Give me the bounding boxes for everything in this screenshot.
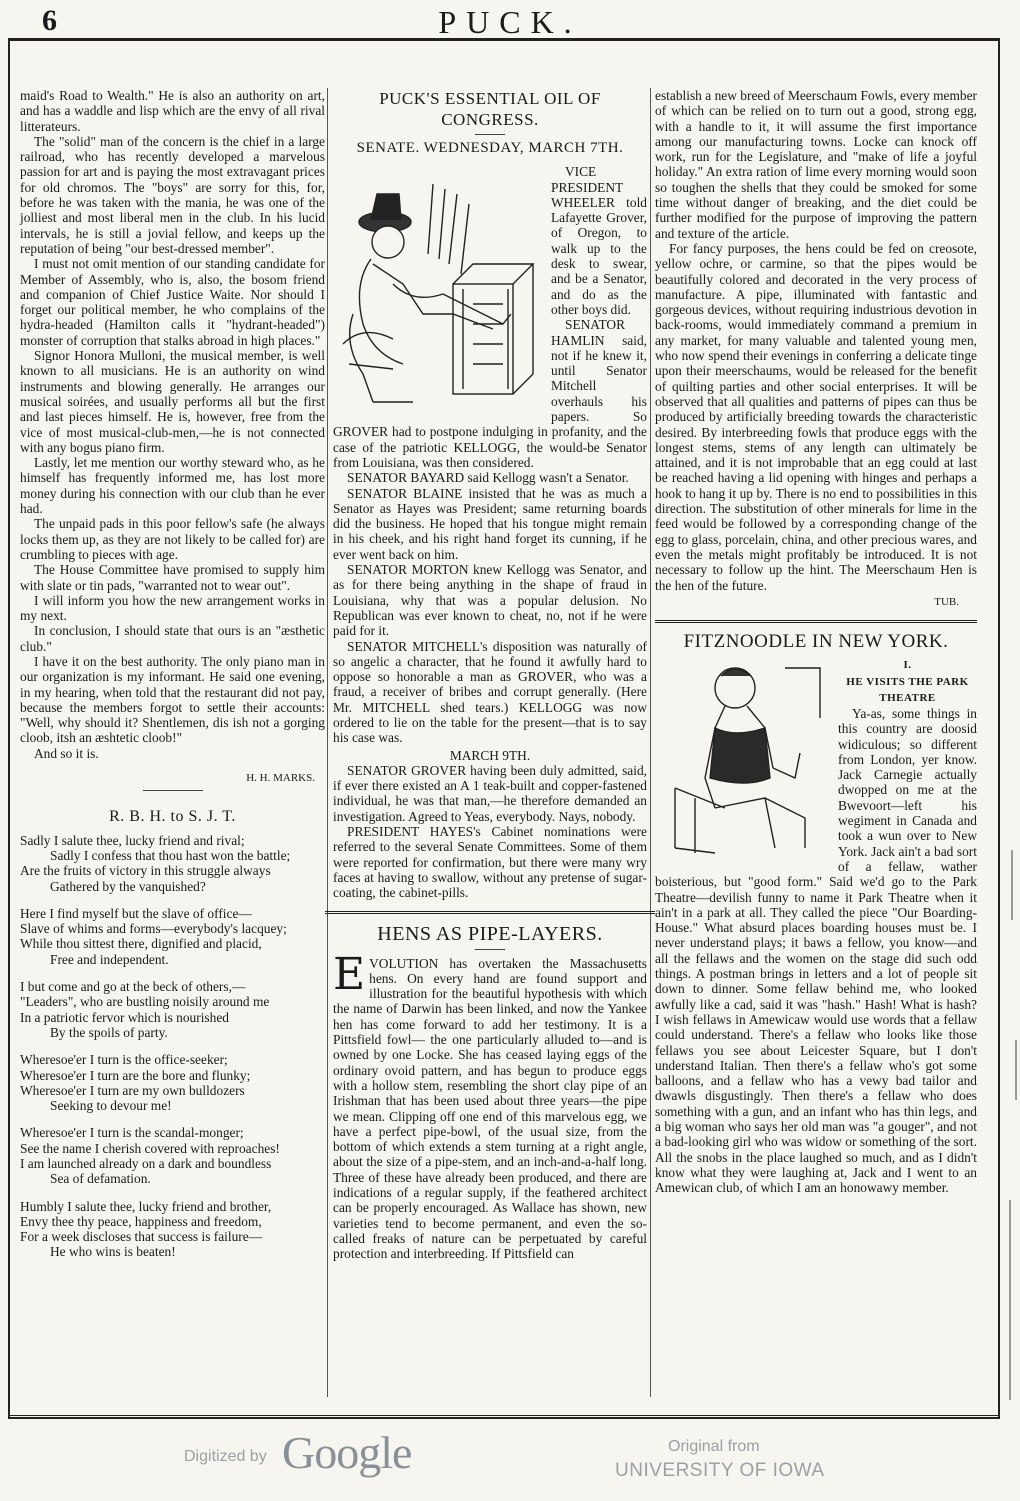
hens-signature: TUB. bbox=[934, 595, 959, 608]
section-rule bbox=[655, 620, 977, 623]
poem-line: I am launched already on a dark and boundless bbox=[20, 1156, 272, 1171]
right-border-rule bbox=[998, 38, 1000, 1417]
poem-line: Here I find myself but the slave of office— bbox=[20, 905, 252, 921]
poem-line: Are the fruits of victory in this struggle always bbox=[20, 863, 271, 879]
paragraph: PRESIDENT HAYES's Cabinet nominations were referred to the several Senate Committees. Some of them were reported for confirmation, but there were many wry faces at having to swallow, without any pretense of sugar-coating, the cabinet-pills. bbox=[333, 824, 647, 901]
poem-stanza bbox=[20, 906, 325, 967]
fitznoodle-number: I. bbox=[903, 659, 912, 672]
article-signature: H. H. MARKS. bbox=[246, 772, 315, 785]
paragraph: The House Committee have promised to supply him with slate or tin pads, "warranted not to wear out". bbox=[20, 562, 325, 593]
poem-line: Envy thee thy peace, happiness and freedom, bbox=[20, 1213, 262, 1229]
poem-line: Sadly I salute thee, lucky friend and rival; bbox=[20, 832, 245, 848]
google-logo: Google bbox=[282, 1427, 412, 1478]
fitznoodle-subtitle-1: HE VISITS THE PARK bbox=[846, 676, 969, 689]
paragraph: SENATOR BLAINE insisted that he was as much a Senator as Hayes was President; same returning boards did the business. He hoped that his tongue might remain in his cheek, and his right hand forget its cunning, if he ever went back on him. bbox=[333, 485, 647, 562]
senate-date-heading: SENATE. WEDNESDAY, MARCH 7TH. bbox=[356, 140, 624, 156]
paragraph: SENATOR GROVER having been duly admitted, said, if ever there existed an A 1 teak-built and copper-fastened individual, he was that man,—he therefore demanded an investigation. Agreed to Yeas, everybody. Nays, nobody. bbox=[333, 762, 647, 824]
page-number: 6 bbox=[42, 4, 57, 37]
original-from-label: Original from bbox=[668, 1438, 760, 1455]
university-label: UNIVERSITY OF IOWA bbox=[615, 1460, 825, 1481]
senator-illustration bbox=[333, 164, 543, 407]
separator-rule bbox=[143, 790, 203, 791]
club-article bbox=[20, 88, 325, 761]
poem-line: I but come and go at the beck of others,— bbox=[20, 979, 246, 995]
march-9-heading: MARCH 9TH. bbox=[449, 747, 531, 763]
digitized-by-label: Digitized by bbox=[184, 1448, 267, 1465]
separator-rule bbox=[475, 134, 505, 135]
hens-title: HENS AS PIPE-LAYERS. bbox=[377, 922, 603, 945]
separator-rule bbox=[475, 949, 505, 950]
poem-line: In a patriotic fervor which is nourished bbox=[20, 1009, 229, 1025]
column-divider bbox=[650, 88, 651, 1397]
paragraph: SENATOR HAMLIN said, not if he knew it, until Senator Mitchell overhauls his papers. So GROVER had to postpone indulging in profanity, and the case of the patriotic KELLOGG, the would-be Senator from Louisiana, was then considered. bbox=[333, 317, 647, 470]
paragraph: maid's Road to Wealth." He is also an authority on art, and has a waddle and lisp which are the envy of all rival litterateurs. bbox=[20, 88, 325, 134]
fitznoodle-subtitle-2: THEATRE bbox=[879, 691, 936, 704]
fitznoodle-article-text: Ya-as, some things in this country are doosid widiculous; so different from London, yer know. Jack Carnegie actually dwopped on me at the Bwevoort—left his wegiment in Canada and took a wun over to New York. Jack ain't a bad sort of a fellaw, wather boisterious, but "good form." Said we'd go to the Park Theatre—devilish funny to name it Park Theatre when it ain't in a park at all. They called the piece "Our Boarding-House." What absurd places boarding houses must be. I never understand plays; it baws a fellow, you know—and all the fellaws and the women on the stage did such odd things. A postman brings in letters and a lot of people sit down to dinner. Some fellaw behind me, who looked awfully like a cad, said it was "hash." Hash! What is hash? I wish fellaws in Amewicaw would use words that a fellaw could understand. There's a fellaw who looks like those fellaws you see about Leicester Square, but I don't understand Italian. Then there's a fellaw who's got some balloons, and a fellaw who has a vewy bad tailor and dwawls disgustingly. Then there's a fellaw who does something with a gun, and an infant who has thin legs, and a big woman who says her old man was "a gouger", and not a bad-looking girl who was widow or something of the sort. All the snobs in the place laughed so much, and as I didn't know what they were laughing at, Jack and I went to an Amewican club, of which I am an honowawy member. bbox=[655, 705, 977, 1196]
drop-cap-e: E bbox=[333, 948, 366, 1000]
paragraph: SENATOR MORTON knew Kellogg was Senator, and as for there being anything in the shape of fraud in Louisiana, why that was a popular delusion. No Republican was ever known to cheat, no, not if he were paid for it. bbox=[333, 562, 647, 639]
poem-line: "Leaders", who are bustling noisily around me bbox=[20, 994, 270, 1010]
paragraph: I have it on the best authority. The only piano man in our organization is my informant. He said one evening, in my hearing, when told that the restaurant did not pay, because the members forgot to settle their accounts: "Well, why should it? Shentlemen, dis ish not a gorging cloob, itsh an æshtetic cloob!" bbox=[20, 653, 325, 746]
march-9-proceedings bbox=[333, 763, 647, 901]
scan-footer bbox=[0, 1420, 1020, 1500]
poem-line: See the name I cherish covered with reproaches! bbox=[20, 1140, 280, 1156]
paragraph: Lastly, let me mention our worthy steward who, as he himself has frequently informed me, has lost more money during his connection with our club than he ever had. bbox=[20, 455, 325, 517]
poem-line: For a week discloses that success is failure— bbox=[20, 1229, 263, 1245]
poem-stanza bbox=[20, 833, 325, 894]
poem-line: While thou sittest there, dignified and placid, bbox=[20, 936, 262, 952]
poem-line: Sea of defamation. bbox=[50, 1171, 151, 1187]
hens-article-continued bbox=[655, 88, 977, 593]
paragraph: I will inform you how the new arrangement works in my next. bbox=[20, 592, 325, 624]
paragraph: SENATOR BAYARD said Kellogg wasn't a Senator. bbox=[347, 470, 629, 486]
section-rule bbox=[325, 911, 655, 914]
seated-senator-drawing bbox=[333, 164, 543, 404]
column-2 bbox=[333, 88, 647, 1261]
fitznoodle-illustration bbox=[655, 658, 830, 861]
poem-title: R. B. H. to S. J. T. bbox=[109, 808, 236, 826]
left-border-rule bbox=[8, 38, 10, 1417]
bottom-border-rule bbox=[8, 1415, 1000, 1419]
paragraph: The unpaid pads in this poor fellow's safe (he always locks them up, as they are not likely to be called for) are crumbling to pieces with age. bbox=[20, 516, 325, 562]
poem-line: Gathered by the vanquished? bbox=[50, 878, 206, 894]
poem-stanza bbox=[20, 979, 325, 1040]
poem-stanza bbox=[20, 1125, 325, 1186]
poem-line: Free and independent. bbox=[50, 951, 169, 967]
poem-stanza bbox=[20, 1199, 325, 1260]
poem-line: Wheresoe'er I turn are the bore and flunky; bbox=[20, 1067, 251, 1083]
paragraph: The "solid" man of the concern is the chief in a large railroad, who has recently developed a marvelous passion for art and is paying the most extravagant prices for old chromos. The "boys" are sorry for this, for, before he was taken with the mania, he was one of the jolliest and most liberal men in the club. In his lucid intervals, he is still a jovial fellow, and keeps up the reputation of being "our best-dressed member". bbox=[20, 133, 325, 256]
column-divider bbox=[327, 88, 328, 1397]
poem bbox=[20, 833, 325, 1260]
paragraph: establish a new breed of Meerschaum Fowls, every member of which can be relied on to turn out a good, strong egg, with a handle to it, it will assume the first importance among our manufacturing towns. Locke can knock off work, run for the Legislature, and "make of life a joyful holiday." An extra ration of lime every morning would soon so toughen the shells that they could be smoked for some time without danger of breaking, and the diet could be further modified for the purpose of improving the pattern and texture of the article. bbox=[655, 88, 977, 241]
poem-line: He who wins is beaten! bbox=[50, 1244, 176, 1260]
poem-stanza bbox=[20, 1052, 325, 1113]
column-3 bbox=[655, 88, 977, 1195]
paragraph: For fancy purposes, the hens could be fed on creosote, yellow ochre, or carmine, so that the pipes would be beautifully colored and decorated in the very process of manufacture. A pipe, illuminated with fantastic and gorgeous devices, without requiring industrious devotion in back-rooms, would immediately command a premium in any market, for many valuable and talented young men, who now spend their evenings in conferring a delicate tinge upon their meerschaums, would be released for the benefit of quilting parties and other social enterprises. It will be observed that all qualities and patterns of pipes can thus be produced by artificially breeding towards the characteristic desired. By interbreeding fowls that produce eggs with the longest stems, stems of any length can ultimately be attained, and it is not improbable that an egg could at last be reached having a lid opening with hinges and perhaps a hook to hang it up by. There is no end to possibilities in this direction. The substitution of other minerals for lime in the feed would be followed by a corresponding change of the egg to glass, porcelain, china, and other precious wares, and even the metals might profitably be introduced. It is not necessary to follow up the hint. The Meerschaum Hen is the hen of the future. bbox=[655, 240, 977, 593]
paragraph: SENATOR MITCHELL's disposition was naturally of so angelic a character, that he found it awfully hard to oppose so honorable a man as GROVER, who was a fraud, a receiver of bribes and corrupt generally. (Here Mr. MITCHELL shed tears.) KELLOGG was now ordered to lie on the table for the present—that is to say his case was. bbox=[333, 638, 647, 746]
congress-title: PUCK'S ESSENTIAL OIL OF CONGRESS. bbox=[379, 89, 601, 129]
masthead-title: PUCK. bbox=[438, 4, 582, 40]
paragraph: Signor Honora Mulloni, the musical member, is well known to all musicians. He is an authority on wind instruments and blowing generally. He arranges our musical soirées, and usually performs all but the first and last pieces himself. He is, however, free from the vice of most musical-club-men,—he is not connected with any bogus piano firm. bbox=[20, 348, 325, 455]
paragraph: In conclusion, I should state that ours is an "æsthetic club." bbox=[20, 623, 325, 654]
right-margin-scan-edge bbox=[1002, 840, 1020, 1400]
poem-line: Wheresoe'er I turn is the scandal-monger; bbox=[20, 1125, 244, 1141]
poem-line: By the spoils of party. bbox=[50, 1024, 168, 1040]
paragraph: I must not omit mention of our standing candidate for Member of Assembly, who is, also, the bosom friend and companion of Chief Justice Waite. Nor should I forget our political member, he who complains of the hydra-headed (Hamilton calls it "hydrant-headed") monster of corruption that stalks abroad in high places." bbox=[20, 256, 325, 348]
poem-line: Wheresoe'er I turn is the office-seeker; bbox=[20, 1052, 228, 1068]
poem-line: Seeking to devour me! bbox=[50, 1098, 172, 1114]
poem-line: Wheresoe'er I turn are my own bulldozers bbox=[20, 1082, 245, 1098]
fitznoodle-title: FITZNOODLE IN NEW YORK. bbox=[683, 631, 949, 653]
hens-article-text: VOLUTION has overtaken the Massachusetts hens. On every hand are found support and illustration for the beautiful hypothesis with which the name of Darwin has been linked, and now the Yankee hen has come forward to add her testimony. It is a Pittsfield fowl— the one particularly alluded to—and is owned by one Locke. She has ceased laying eggs of the ordinary ovoid pattern, and has begun to produce eggs with a hollow stem, resembling the short clay pipe of an Irishman that has been used about three years—the pipe we mean. Clipping off one end of this marvelous egg, we have a perfect pipe-bowl, of the usual size, from the bottom of which extends a stem turning at a right angle, about the size of a pipe-stem, and an inch-and-a-half long. Three of these have already been produced, and there are indications of a regular supply, if the feathered architect can be properly encouraged. As Wallace has shown, new varieties tend to become permanent, and even the so-called freaks of nature can be perpetuated by careful protection and interbreeding. If Pittsfield can bbox=[333, 955, 647, 1262]
poem-line: Slave of whims and forms—everybody's lacquey; bbox=[20, 921, 287, 937]
poem-line: Sadly I confess that thou hast won the battle; bbox=[50, 847, 291, 863]
paragraph: And so it is. bbox=[34, 745, 99, 761]
dandy-seated-drawing bbox=[655, 658, 830, 858]
poem-line: Humbly I salute thee, lucky friend and brother, bbox=[20, 1198, 272, 1214]
paragraph: VICE PRESIDENT WHEELER told Lafayette Grover, of Oregon, to walk up to the desk to swear, and be a Senator, and do as the other boys did. bbox=[551, 164, 647, 317]
column-1 bbox=[20, 88, 325, 1260]
